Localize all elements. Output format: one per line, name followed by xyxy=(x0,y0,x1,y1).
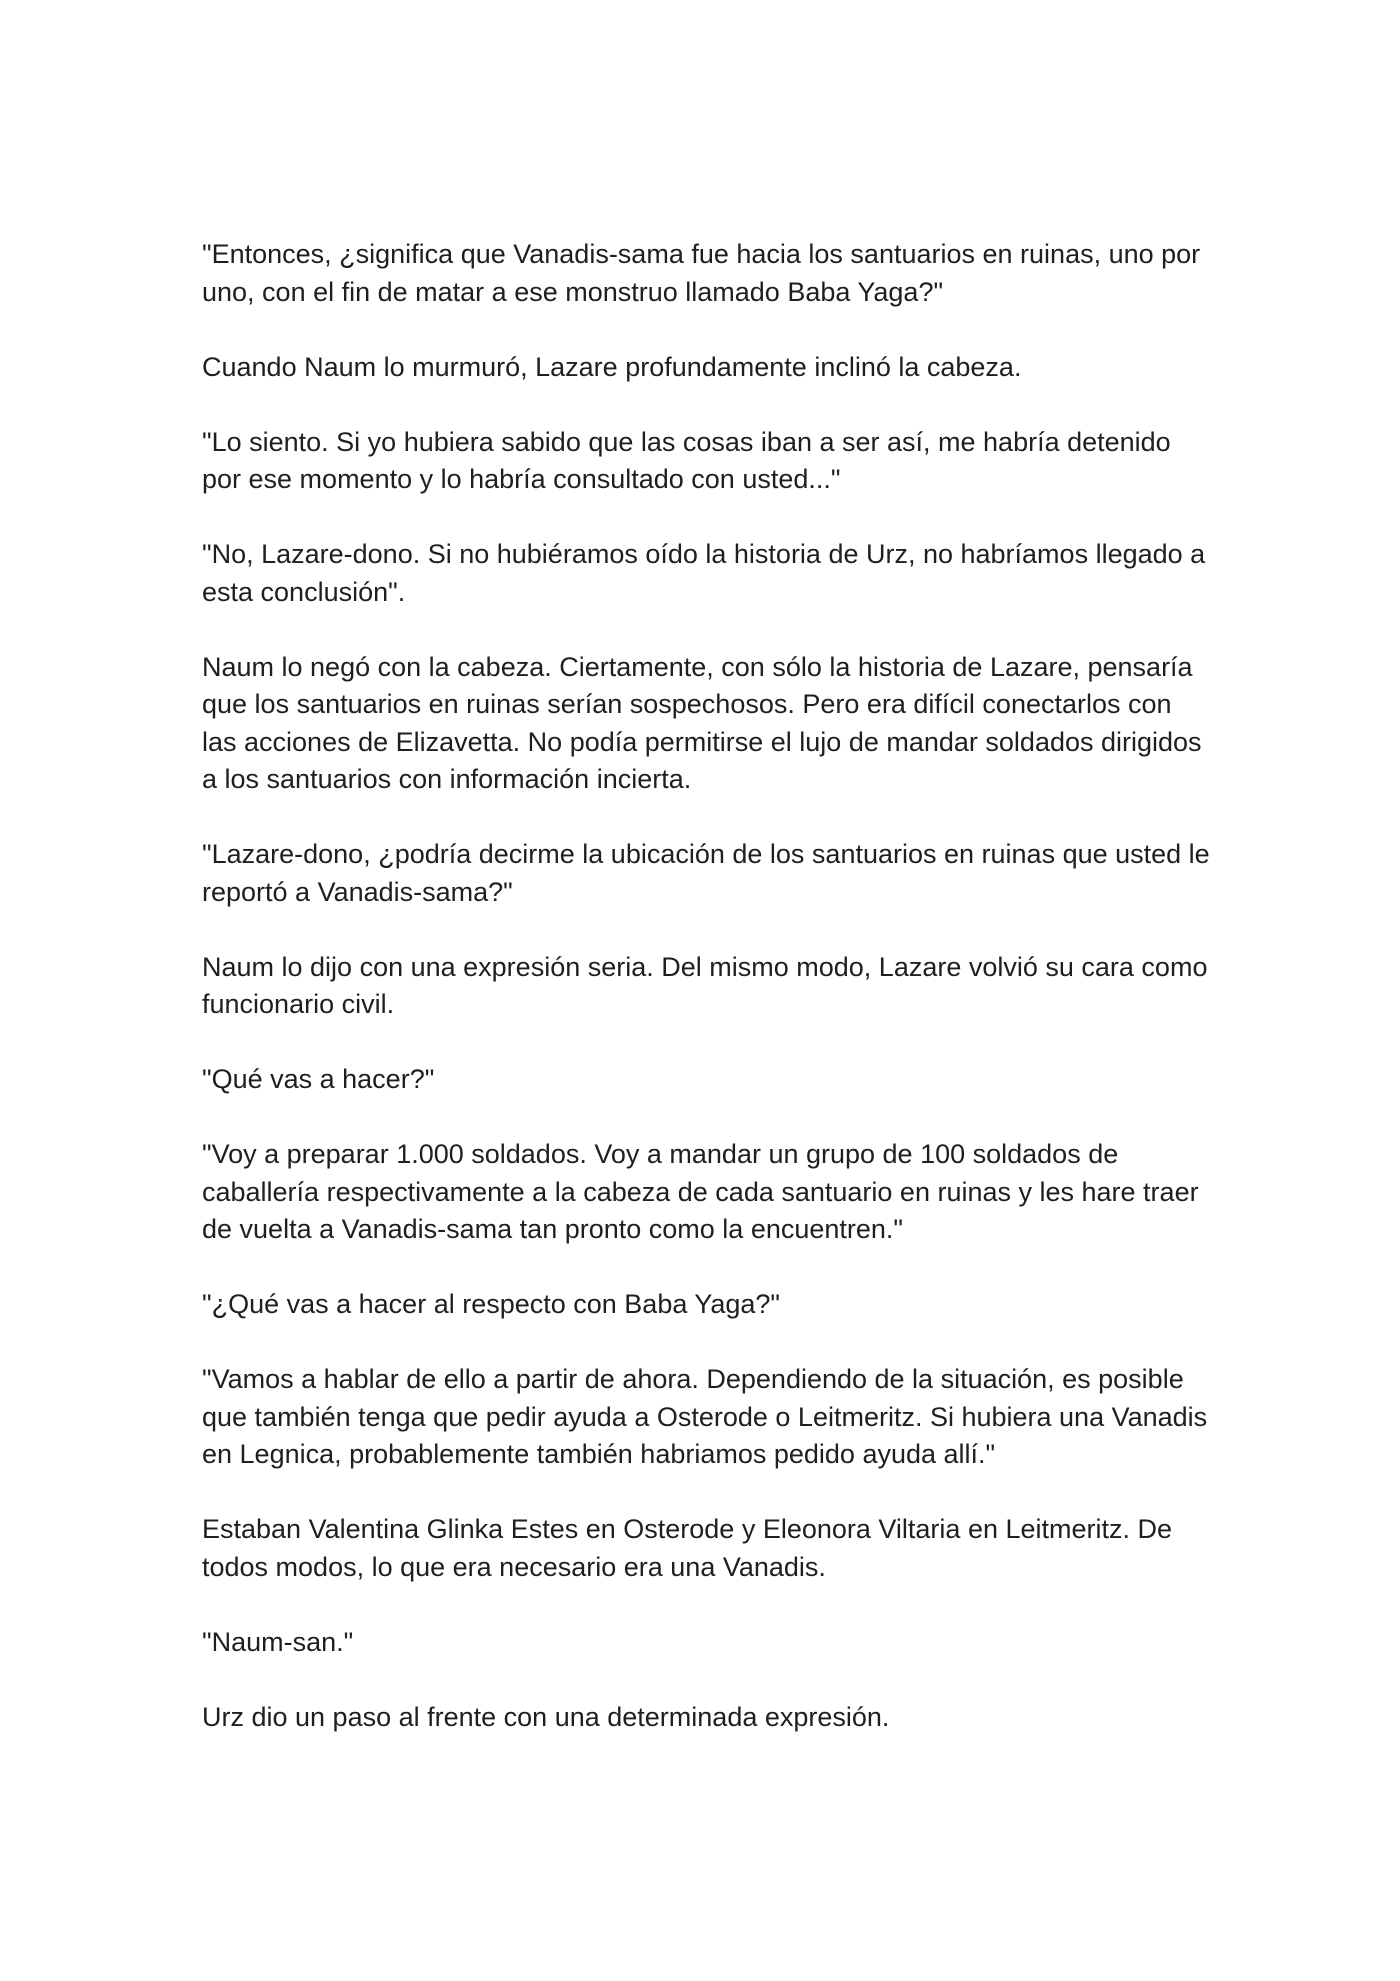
paragraph: Naum lo negó con la cabeza. Ciertamente, con sólo la historia de Lazare, pensaría que los santuarios en ruinas serían sospechosos. Pero era difícil conectarlos con las acciones de Elizavetta. No podía permitirse el lujo de mandar soldados dirigidos a los santuarios con información incierta. xyxy=(202,651,1202,794)
paragraph: Estaban Valentina Glinka Estes en Osterode y Eleonora Viltaria en Leitmeritz. De todos modos, lo que era necesario era una Vanadis. xyxy=(202,1514,1173,1582)
paragraph: "Lo siento. Si yo hubiera sabido que las cosas iban a ser así, me habría detenido por ese momento y lo habría consultado con usted..." xyxy=(202,426,1171,494)
paragraph: "Qué vas a hacer?" xyxy=(202,1064,435,1094)
paragraph: "No, Lazare-dono. Si no hubiéramos oído la historia de Urz, no habríamos llegado a esta conclusión". xyxy=(202,539,1206,607)
paragraph: "¿Qué vas a hacer al respecto con Baba Yaga?" xyxy=(202,1289,781,1319)
paragraph: "Vamos a hablar de ello a partir de ahora. Dependiendo de la situación, es posible que también tenga que pedir ayuda a Osterode o Leitmeritz. Si hubiera una Vanadis en Legnica, probablemente también habriamos pedido ayuda allí." xyxy=(202,1364,1208,1469)
paragraph: "Lazare-dono, ¿podría decirme la ubicación de los santuarios en ruinas que usted le reportó a Vanadis-sama?" xyxy=(202,839,1210,907)
document-body xyxy=(202,236,1212,1774)
paragraph: "Voy a preparar 1.000 soldados. Voy a mandar un grupo de 100 soldados de caballería respectivamente a la cabeza de cada santuario en ruinas y les hare traer de vuelta a Vanadis-sama tan pronto como la encuentren." xyxy=(202,1139,1199,1244)
paragraph: Naum lo dijo con una expresión seria. Del mismo modo, Lazare volvió su cara como funcionario civil. xyxy=(202,951,1208,1019)
paragraph: "Naum-san." xyxy=(202,1626,354,1657)
paragraph: "Entonces, ¿significa que Vanadis-sama fue hacia los santuarios en ruinas, uno por uno, con el fin de matar a ese monstruo llamado Baba Yaga?" xyxy=(202,239,1201,307)
paragraph: Urz dio un paso al frente con una determinada expresión. xyxy=(202,1701,890,1732)
paragraph: Cuando Naum lo murmuró, Lazare profundamente inclinó la cabeza. xyxy=(202,351,1022,382)
